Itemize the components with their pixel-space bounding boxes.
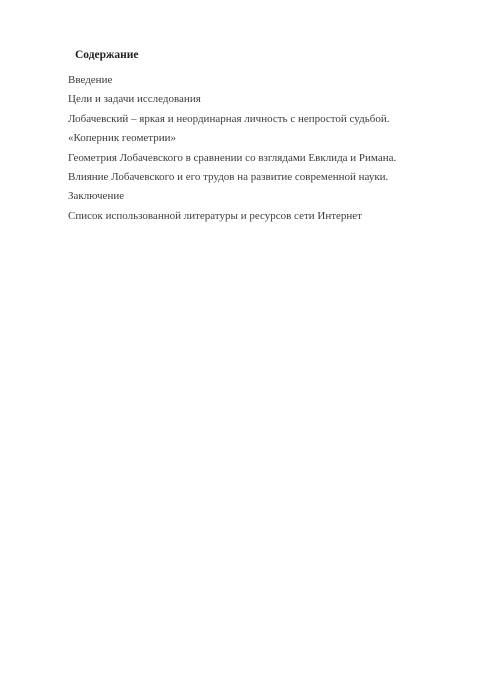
toc-title: Содержание [75,49,139,61]
toc-item-goals: Цели и задачи исследования [68,93,201,106]
toc-item-personality: Лобачевский – яркая и неординарная личность с непростой судьбой. [68,112,390,125]
toc-item-references: Список использованной литературы и ресурсов сети Интернет [68,209,362,222]
toc-item-conclusion: Заключение [68,190,125,203]
toc-item-copernicus: «Коперник геометрии» [68,132,177,145]
toc-item-introduction: Введение [68,74,113,86]
toc-item-geometry-comparison: Геометрия Лобачевского в сравнении со взглядами Евклида и Римана. [68,151,397,164]
toc-item-influence: Влияние Лобачевского и его трудов на развитие современной науки. [68,171,389,184]
toc-list [68,71,396,226]
